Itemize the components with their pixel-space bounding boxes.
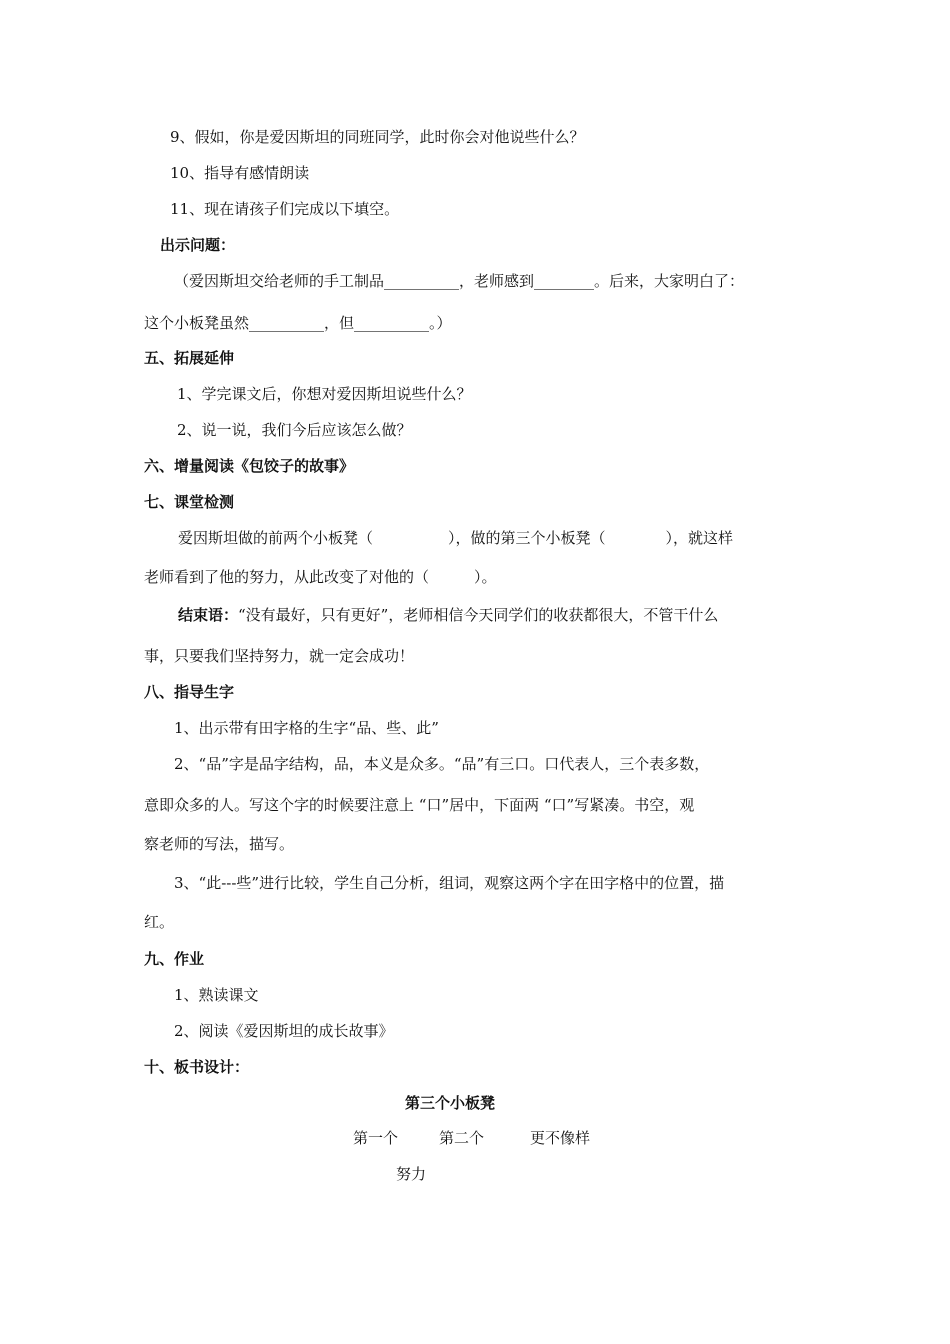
paragraph-line: 3、“此---些”进行比较，学生自己分析，组词，观察这两个字在田字格中的位置，描 [174,874,725,892]
section-heading: 八、指导生字 [144,683,235,701]
paragraph-line: （爱因斯坦交给老师的手工制品__________，老师感到________。后来，大家明白了： [174,272,745,290]
paragraph-line: 老师看到了他的努力，从此改变了对他的（ ）。 [144,568,497,586]
section-heading: 五、拓展延伸 [144,349,235,367]
board-item: 第二个 [439,1129,485,1147]
section-heading: 六、增量阅读《包饺子的故事》 [144,457,355,475]
paragraph-line: 事，只要我们坚持努力，就一定会成功！ [144,647,415,665]
paragraph-line: 意即众多的人。写这个字的时候要注意上 “口”居中，下面两 “口”写紧凑。书空，观 [144,796,695,814]
paragraph-line: 1、学完课文后，你想对爱因斯坦说些什么？ [177,385,472,403]
paragraph-line: 11、现在请孩子们完成以下填空。 [170,200,400,218]
paragraph-line: 2、说一说，我们今后应该怎么做？ [177,421,412,439]
closing-remarks-line [178,605,718,625]
board-title: 第三个小板凳 [405,1094,496,1112]
subheading: 出示问题： [160,236,236,254]
paragraph-line: 爱因斯坦做的前两个小板凳（ ），做的第三个小板凳（ ），就这样 [178,529,734,547]
paragraph-line: 10、指导有感情朗读 [170,164,310,182]
board-item: 更不像样 [530,1129,591,1147]
paragraph-line: 察老师的写法，描写。 [144,835,295,853]
paragraph-line: 这个小板凳虽然__________，但__________。） [144,314,452,332]
paragraph-line: 红。 [144,913,175,931]
section-heading: 九、作业 [144,950,205,968]
closing-remarks-text: “没有最好，只有更好”，老师相信今天同学们的收获都很大，不管干什么 [238,606,719,624]
section-heading: 十、板书设计： [144,1058,250,1076]
paragraph-line: 2、“品”字是品字结构，品，本义是众多。“品”有三口。口代表人，三个表多数， [174,755,710,773]
paragraph-line: 9、假如，你是爱因斯坦的同班同学，此时你会对他说些什么？ [170,128,585,146]
paragraph-line: 1、出示带有田字格的生字“品、些、此” [174,719,439,737]
board-item: 努力 [396,1165,427,1183]
closing-remarks-label: 结束语： [178,606,239,624]
paragraph-line: 2、阅读《爱因斯坦的成长故事》 [174,1022,394,1040]
board-item: 第一个 [353,1129,399,1147]
section-heading: 七、课堂检测 [144,493,235,511]
paragraph-line: 1、熟读课文 [174,986,259,1004]
